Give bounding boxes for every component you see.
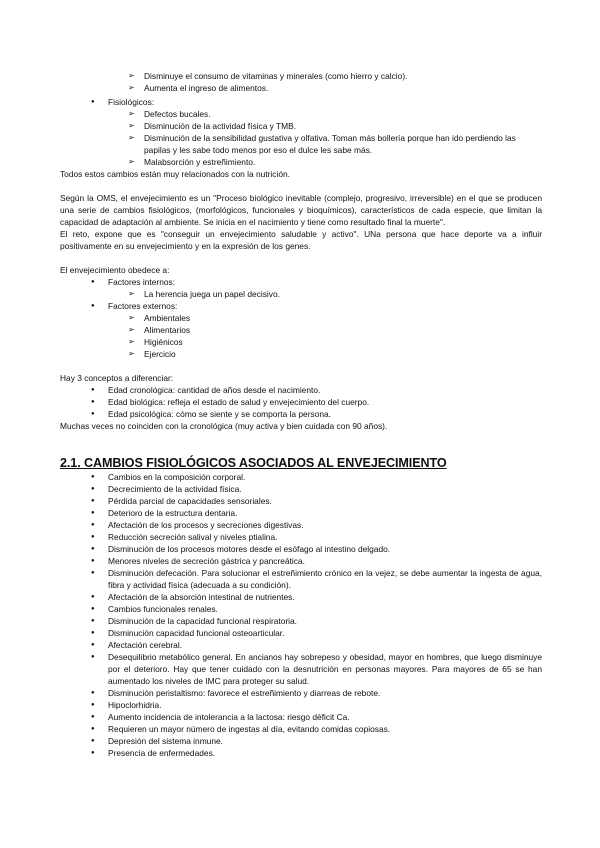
list-item: ● Decrecimiento de la actividad física.	[91, 484, 242, 494]
bullet-icon: ●	[91, 642, 95, 648]
sub-list-item: ➢ Defectos bucales.	[128, 109, 211, 119]
list-item: ● Requieren un mayor número de ingestas al día, evitando comidas copiosas.	[91, 724, 391, 734]
arrow-bullet-icon: ➢	[128, 289, 135, 298]
sub-list-item: ➢ Disminuye el consumo de vitaminas y minerales (como hierro y calcio).	[128, 71, 408, 81]
conceptos-list	[60, 384, 542, 420]
list-item: ● Depresión del sistema inmune.	[91, 736, 223, 746]
list-item: ● Menores niveles de secreción gástrica y pancreática.	[91, 556, 305, 566]
list-item: ● Edad psicológica: cómo se siente y se comporta la persona.	[91, 409, 331, 419]
bullet-icon: ●	[91, 630, 95, 636]
list-item: ● Disminución defecación. Para solucionar el estreñimiento crónico en la vejez, se debe aumentar la ingesta de agua, fibra y actividad física (adecuada a su condición).	[91, 568, 542, 590]
list-item: ● Disminución de la capacidad funcional respiratoria.	[91, 616, 298, 626]
bullet-icon: ●	[91, 702, 95, 708]
list-item: ● Pérdida parcial de capacidades sensoriales.	[91, 496, 272, 506]
section-title: 2.1. CAMBIOS FISIOLÓGICOS ASOCIADOS AL ENVEJECIMIENTO	[60, 456, 447, 470]
sub-list-item: ➢ Alimentarios	[128, 325, 191, 335]
bullet-icon: ●	[91, 570, 95, 576]
list-item: ● Cambios funcionales renales.	[91, 604, 218, 614]
bullet-icon: ●	[91, 714, 95, 720]
list-item: ● Fisiológicos:	[91, 97, 155, 107]
arrow-bullet-icon: ➢	[128, 121, 135, 130]
list-item: ● Presencia de enfermedades.	[91, 748, 216, 758]
fisiologicos-list	[60, 96, 542, 168]
bullet-icon: ●	[91, 387, 95, 393]
bullet-icon: ●	[91, 399, 95, 405]
bullet-icon: ●	[91, 411, 95, 417]
list-item: ● Factores internos:	[91, 277, 176, 287]
arrow-bullet-icon: ➢	[128, 349, 135, 358]
sub-list-item: ➢ Ambientales	[128, 313, 191, 323]
bullet-icon: ●	[91, 303, 95, 309]
top-sub-list	[60, 70, 542, 94]
arrow-bullet-icon: ➢	[128, 313, 135, 322]
sub-list-item: ➢ Higiénicos	[128, 337, 183, 347]
bullet-icon: ●	[91, 606, 95, 612]
bullet-icon: ●	[91, 522, 95, 528]
sub-list-item: ➢ Aumenta el ingreso de alimentos.	[128, 83, 269, 93]
conceptos-note: Muchas veces no coinciden con la cronológica (muy activa y bien cuidada con 90 años).	[60, 421, 388, 431]
sub-list-item: ➢ Disminución de la sensibilidad gustativa y olfativa. Toman más bollería porque han ido perdiendo las papilas y les sabe todo menos por eso el dulce les sabe más.	[128, 133, 516, 155]
list-item: ● Reducción secreción salival y niveles ptialina.	[91, 532, 278, 542]
bullet-icon: ●	[91, 99, 95, 105]
bullet-icon: ●	[91, 546, 95, 552]
factores-list	[60, 276, 542, 360]
reto-paragraph: El reto, expone que es "conseguir un envejecimiento saludable y activo". UNa persona que hace deporte va a influir positivamente en su envejecimiento y en la expresión de los genes.	[60, 229, 542, 251]
arrow-bullet-icon: ➢	[128, 83, 135, 92]
list-item: ● Cambios en la composición corporal.	[91, 472, 246, 482]
list-item: ● Edad biológica: refleja el estado de salud y envejecimiento del cuerpo.	[91, 397, 370, 407]
bullet-icon: ●	[91, 738, 95, 744]
list-item: ● Afectación de los procesos y secreciones digestivas.	[91, 520, 304, 530]
bullet-icon: ●	[91, 279, 95, 285]
list-item: ● Hipoclorhidria.	[91, 700, 162, 710]
bullet-icon: ●	[91, 534, 95, 540]
sub-list-item: ➢ La herencia juega un papel decisivo.	[128, 289, 280, 299]
bullet-icon: ●	[91, 654, 95, 660]
list-item: ● Disminución peristaltismo: favorece el estreñimiento y diarreas de rebote.	[91, 688, 381, 698]
list-item: ● Afectación cerebral.	[91, 640, 183, 650]
bullet-icon: ●	[91, 594, 95, 600]
list-item: ● Disminución capacidad funcional osteoarticular.	[91, 628, 285, 638]
bullet-icon: ●	[91, 726, 95, 732]
list-item: ● Desequilibrio metabólico general. En ancianos hay sobrepeso y obesidad, mayor en hombres, que luego disminuye por el deterioro. Hay que tener cuidado con la desnutrición en personas mayores. Para mayores de 65 se han aumentado los niveles de IMC para proteger su salud.	[91, 652, 542, 686]
nutricion-note: Todos estos cambios están muy relacionados con la nutrición.	[60, 169, 290, 179]
bullet-icon: ●	[91, 558, 95, 564]
list-item: ● Disminución de los procesos motores desde el esófago al intestino delgado.	[91, 544, 391, 554]
oms-paragraph: Según la OMS, el envejecimiento es un "Proceso biológico inevitable (complejo, progresivo, irreversible) en el que se producen una serie de cambios fisiológicos, (morfológicos, funcionales y bioquímicos), característicos de cada especie, que limitan la capacidad de adaptación al ambiente. Se inicia en el nacimiento y tiene como resultado final la muerte".	[60, 193, 542, 227]
bullet-icon: ●	[91, 474, 95, 480]
sub-list-item: ➢ Ejercicio	[128, 349, 176, 359]
arrow-bullet-icon: ➢	[128, 337, 135, 346]
list-item: ● Deterioro de la estructura dentaria.	[91, 508, 238, 518]
list-item: ● Factores externos:	[91, 301, 178, 311]
factores-intro: El envejecimiento obedece a:	[60, 265, 170, 275]
list-item: ● Afectación de la absorción intestinal de nutrientes.	[91, 592, 295, 602]
arrow-bullet-icon: ➢	[128, 109, 135, 118]
arrow-bullet-icon: ➢	[128, 71, 135, 80]
bullet-icon: ●	[91, 618, 95, 624]
sub-list-item: ➢ Malabsorción y estreñimiento.	[128, 157, 256, 167]
bullet-icon: ●	[91, 510, 95, 516]
cambios-list	[60, 471, 542, 759]
conceptos-intro: Hay 3 conceptos a diferenciar:	[60, 373, 174, 383]
bullet-icon: ●	[91, 486, 95, 492]
list-item: ● Aumento incidencia de intolerancia a la lactosa: riesgo déficit Ca.	[91, 712, 350, 722]
bullet-icon: ●	[91, 750, 95, 756]
list-item: ● Edad cronológica: cantidad de años desde el nacimiento.	[91, 385, 321, 395]
arrow-bullet-icon: ➢	[128, 325, 135, 334]
bullet-icon: ●	[91, 690, 95, 696]
arrow-bullet-icon: ➢	[128, 133, 135, 142]
arrow-bullet-icon: ➢	[128, 157, 135, 166]
sub-list-item: ➢ Disminución de la actividad física y TMB.	[128, 121, 297, 131]
bullet-icon: ●	[91, 498, 95, 504]
